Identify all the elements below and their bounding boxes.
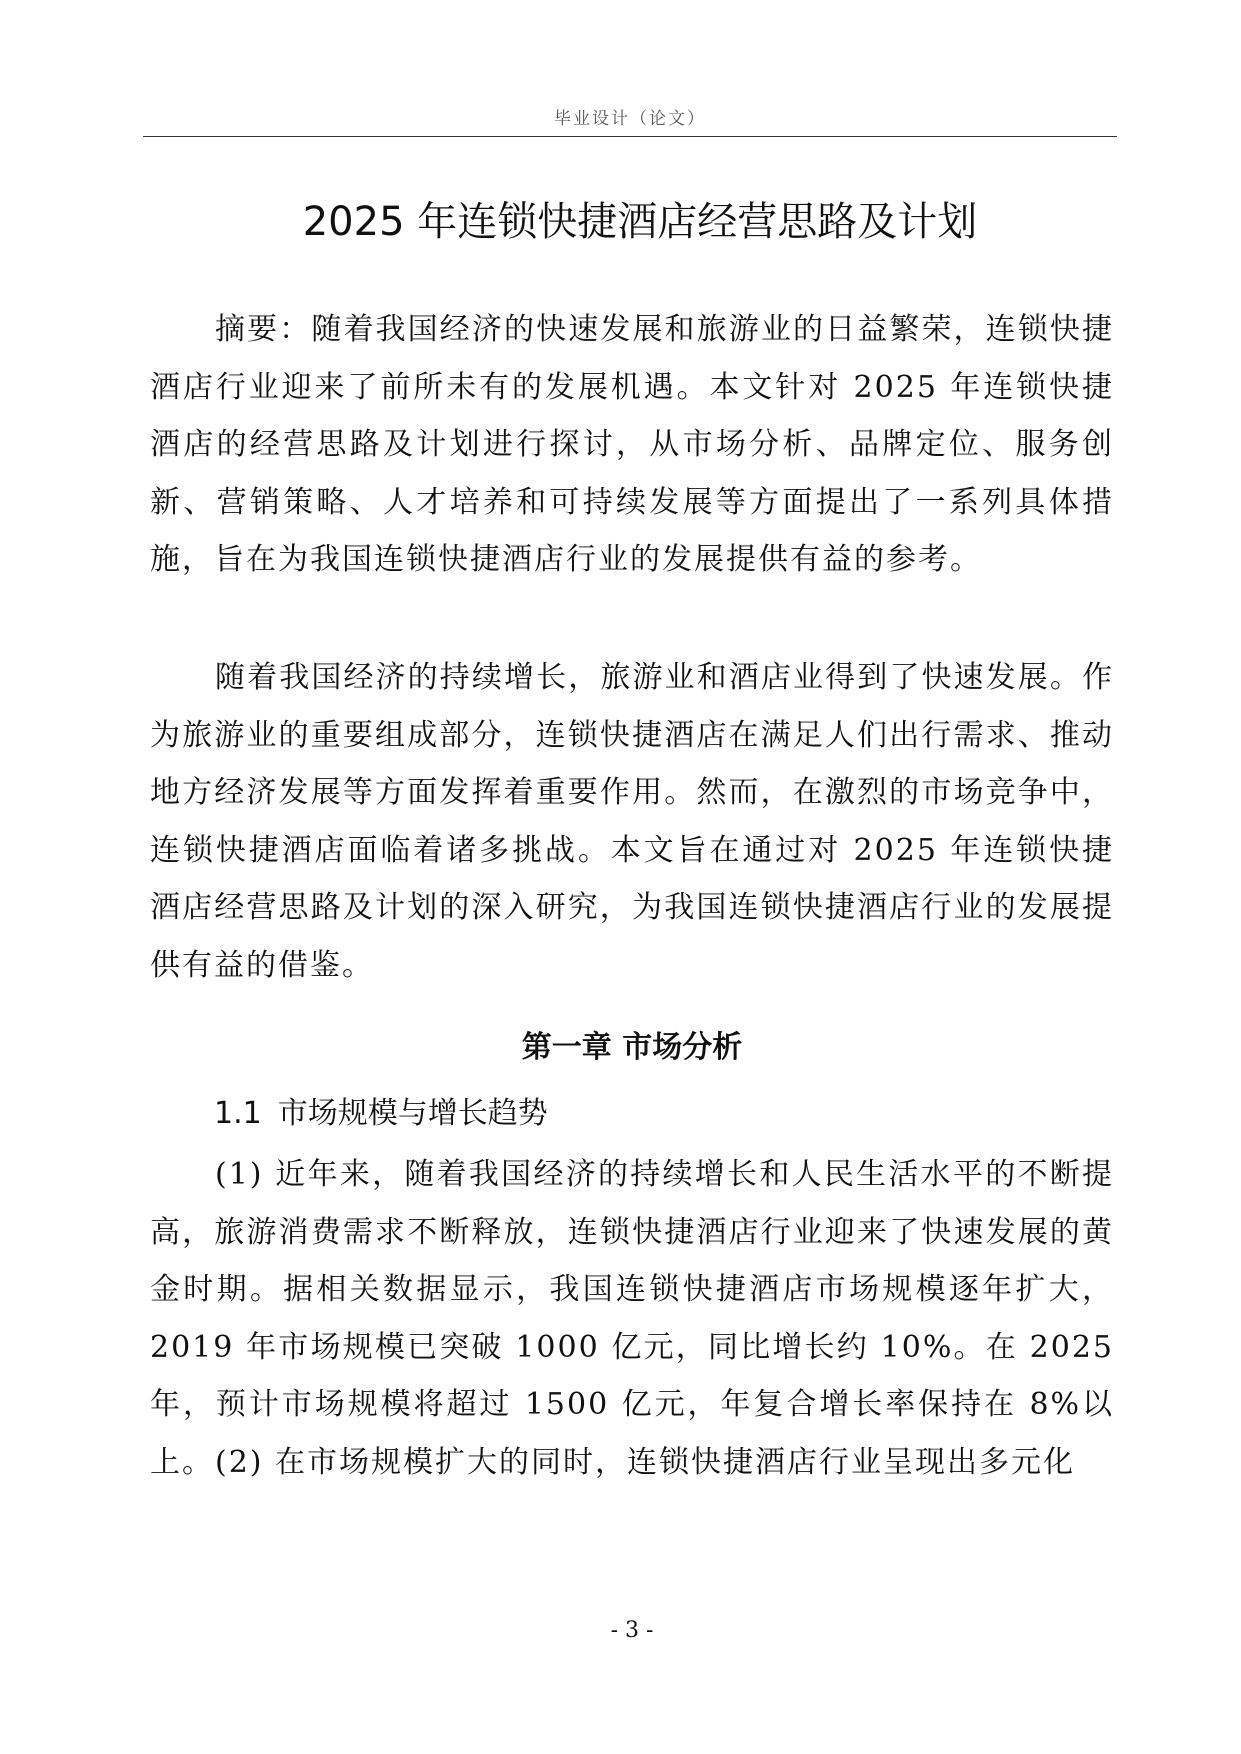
body-paragraph-1: (1) 近年来，随着我国经济的持续增长和人民生活水平的不断提高，旅游消费需求不断释放，连锁快捷酒店行业迎来了快速发展的黄金时期。据相关数据显示，我国连锁快捷酒店市场规模逐年扩大，2019 年市场规模已突破 1000 亿元，同比增长约 10%。在 2025 年，预计市场规模将超过 1500 亿元，年复合增长率保持在 8%以上。 (150, 1157, 1114, 1480)
section-number: 1.1 (214, 1096, 262, 1131)
page-number: - 3 - (610, 1618, 654, 1643)
abstract-paragraph: 摘要：随着我国经济的快速发展和旅游业的日益繁荣，连锁快捷酒店行业迎来了前所未有的发展机遇。本文针对 2025 年连锁快捷酒店的经营思路及计划进行探讨，从市场分析、品牌定位、服务创新、营销策略、人才培养和可持续发展等方面提出了一系列具体措施，旨在为我国连锁快捷酒店行业的发展提供有益的参考。 (150, 312, 1114, 577)
header-rule (143, 136, 1117, 137)
intro-paragraph: 随着我国经济的持续增长，旅游业和酒店业得到了快速发展。作为旅游业的重要组成部分，连锁快捷酒店在满足人们出行需求、推动地方经济发展等方面发挥着重要作用。然而，在激烈的市场竞争中，连锁快捷酒店面临着诸多挑战。本文旨在通过对 2025 年连锁快捷酒店经营思路及计划的深入研究，为我国连锁快捷酒店行业的发展提供有益的借鉴。 (150, 660, 1114, 983)
paper-title: 2025 年连锁快捷酒店经营思路及计划 (302, 199, 978, 245)
running-header: 毕业设计（论文） (554, 109, 706, 129)
section-title: 市场规模与增长趋势 (277, 1096, 548, 1131)
body-paragraph-2: (2) 在市场规模扩大的同时，连锁快捷酒店行业呈现出多元化 (215, 1445, 1076, 1480)
chapter-heading: 第一章 市场分析 (521, 1030, 743, 1065)
section-heading (214, 1088, 548, 1132)
